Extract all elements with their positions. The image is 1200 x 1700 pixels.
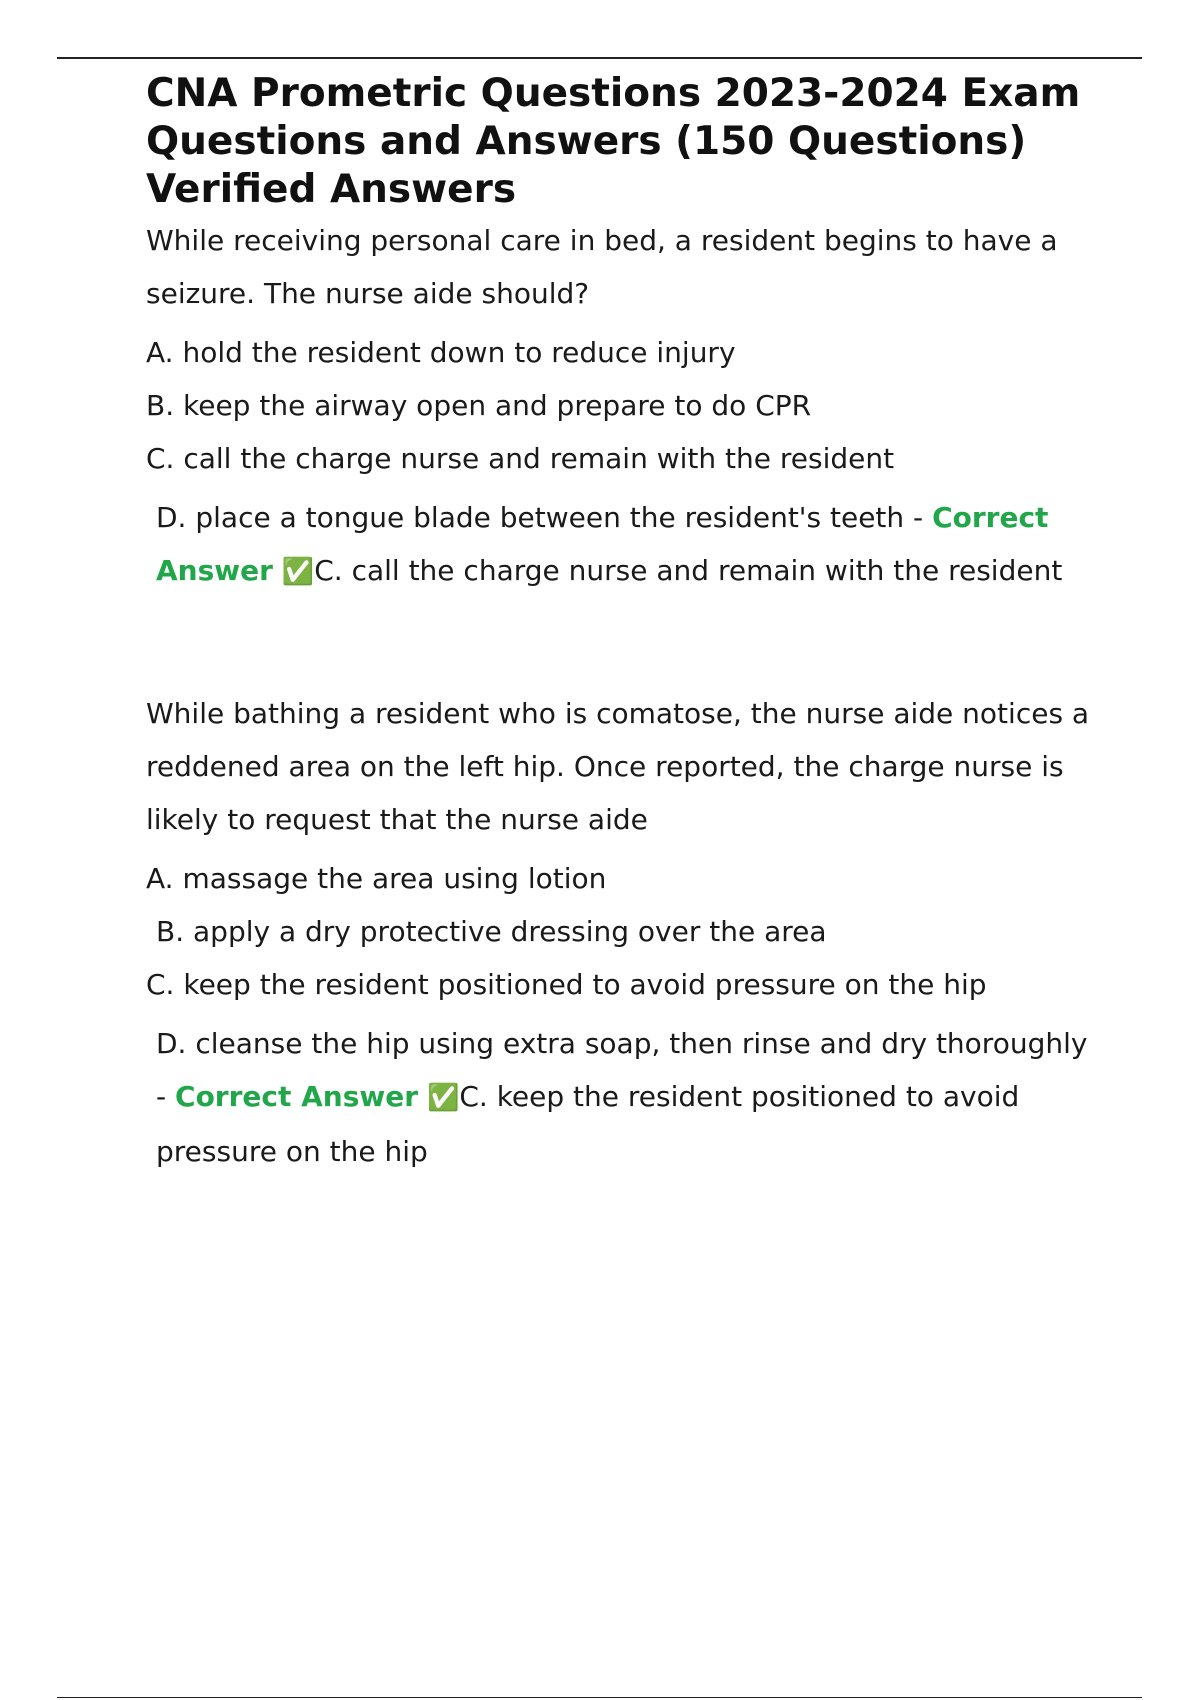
question-stem: While receiving personal care in bed, a resident begins to have a seizure. The nurse aide should? (146, 224, 1058, 310)
option-a: A. hold the resident down to reduce injury (146, 336, 736, 369)
answer-text: C. keep the resident positioned to avoid pressure on the hip (156, 1080, 1020, 1168)
option-b: B. apply a dry protective dressing over the area (156, 915, 827, 948)
answer-text: C. call the charge nurse and remain with the resident (314, 554, 1063, 587)
option-b: B. keep the airway open and prepare to do CPR (146, 389, 812, 422)
document-title: CNA Prometric Questions 2023-2024 Exam Questions and Answers (150 Questions) Verified Answers (146, 71, 1081, 212)
question-1 (146, 214, 1106, 599)
correct-answer-label: Correct Answer (175, 1080, 419, 1113)
spacer (146, 599, 1106, 687)
correct-answer-label: Correct Answer (156, 501, 1049, 587)
option-c: C. keep the resident positioned to avoid pressure on the hip (146, 968, 987, 1001)
bottom-rule (57, 1697, 1142, 1698)
option-c: C. call the charge nurse and remain with the resident (146, 442, 895, 475)
option-d-with-answer (146, 491, 1106, 599)
document-page (146, 70, 1106, 1178)
top-rule (57, 57, 1142, 59)
question-2 (146, 687, 1106, 1178)
option-d: D. cleanse the hip using extra soap, then rinse and dry thoroughly - (156, 1027, 1088, 1113)
question-stem: While bathing a resident who is comatose, the nurse aide notices a reddened area on the left hip. Once reported, the charge nurse is likely to request that the nurse aide (146, 697, 1090, 836)
check-icon: ✅ (426, 1083, 460, 1113)
check-icon: ✅ (281, 557, 315, 587)
option-a: A. massage the area using lotion (146, 862, 607, 895)
option-d: D. place a tongue blade between the resident's teeth - (156, 501, 924, 534)
option-d-with-answer (146, 1017, 1106, 1178)
